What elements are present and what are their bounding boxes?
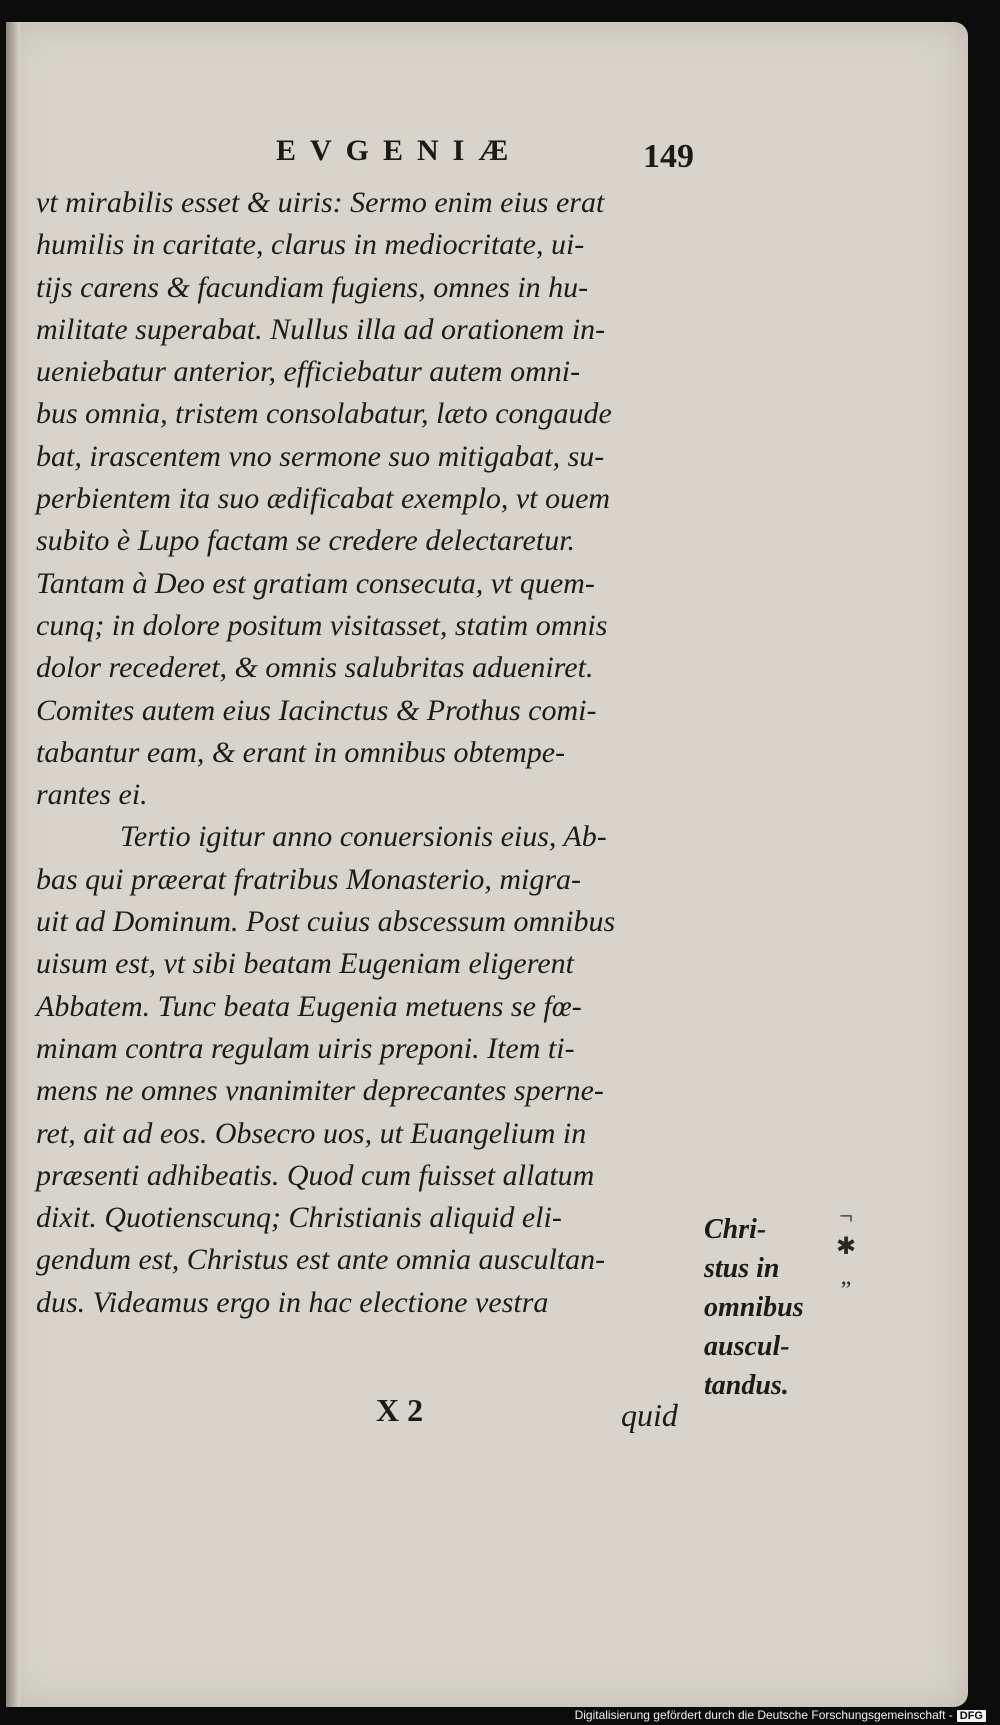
footer-text: Digitalisierung gefördert durch die Deutsche Forschungsgemeinschaft - [574,1708,953,1722]
text-line: Abbatem. Tunc beata Eugenia metuens se fœ- [36,989,582,1023]
text-line: vt mirabilis esset & uiris: Sermo enim eius erat [36,186,605,219]
text-line: ret, ait ad eos. Obsecro uos, ut Euangelium in [36,1116,587,1150]
margin-mark: ¬ [839,1204,853,1230]
page-spine-shadow [6,22,20,1707]
marginal-note-line: tandus. [704,1370,789,1401]
marginal-note-line: auscul- [704,1331,790,1362]
text-line: uisum est, vt sibi beatam Eugeniam eligerent [36,947,574,981]
marginal-note-line: stus in [704,1253,780,1284]
text-line: tijs carens & facundiam fugiens, omnes in hu- [36,270,589,304]
page-number: 149 [643,138,694,175]
text-line: tabantur eam, & erant in omnibus obtempe- [36,735,566,769]
text-line: humilis in caritate, clarus in mediocritate, ui- [36,228,585,262]
text-line: subito è Lupo factam se credere delectaretur. [36,524,576,558]
marginal-note [704,1210,824,1405]
text-line: bus omnia, tristem consolabatur, læto congaude [36,397,612,431]
text-line: bat, irascentem vno sermone suo mitigabat, su- [36,439,605,473]
text-line: militate superabat. Nullus illa ad orationem in- [36,312,606,346]
text-line: uit ad Dominum. Post cuius abscessum omnibus [36,905,616,939]
text-line: bas qui præerat fratribus Monasterio, migra- [36,862,582,896]
text-line: ueniebatur anterior, efficiebatur autem omni- [36,355,581,389]
text-line: dixit. Quotienscunq; Christianis aliquid eli- [36,1201,562,1235]
text-line: dolor recederet, & omnis salubritas adueniret. [36,651,594,685]
text-line: gendum est, Christus est ante omnia auscultan- [36,1243,606,1277]
text-line: Comites autem eius Iacinctus & Prothus comi- [36,693,597,727]
footer-credit [575,1708,986,1722]
signature-mark: X 2 [376,1392,424,1428]
marginal-note-line: omnibus [704,1292,804,1323]
text-line: mens ne omnes vnanimiter deprecantes sperne- [36,1074,604,1108]
dfg-logo-icon: DFG [957,1710,986,1722]
text-line: rantes ei. [36,778,148,812]
text-line: perbientem ita suo ædificabat exemplo, vt ouem [36,482,611,516]
book-page [6,22,968,1707]
text-line: Tantam à Deo est gratiam consecuta, vt quem- [36,566,595,600]
margin-marks [831,1202,861,1292]
text-line: cunq; in dolore positum visitasset, statim omnis [36,608,608,642]
margin-mark: „ [840,1264,852,1290]
text-line: dus. Videamus ergo in hac electione vestra [36,1285,549,1319]
margin-mark: ✱ [835,1234,857,1260]
main-text-block [36,182,726,1324]
text-line: præsenti adhibeatis. Quod cum fuisset allatum [36,1158,595,1192]
marginal-note-line: Chri- [704,1214,767,1245]
running-head: EVGENIÆ [276,134,523,167]
text-line: minam contra regulam uiris preponi. Item ti- [36,1031,575,1065]
paragraph-2-first-line: Tertio igitur anno conuersionis eius, Ab- [120,820,607,854]
catchword: quid [621,1397,678,1433]
